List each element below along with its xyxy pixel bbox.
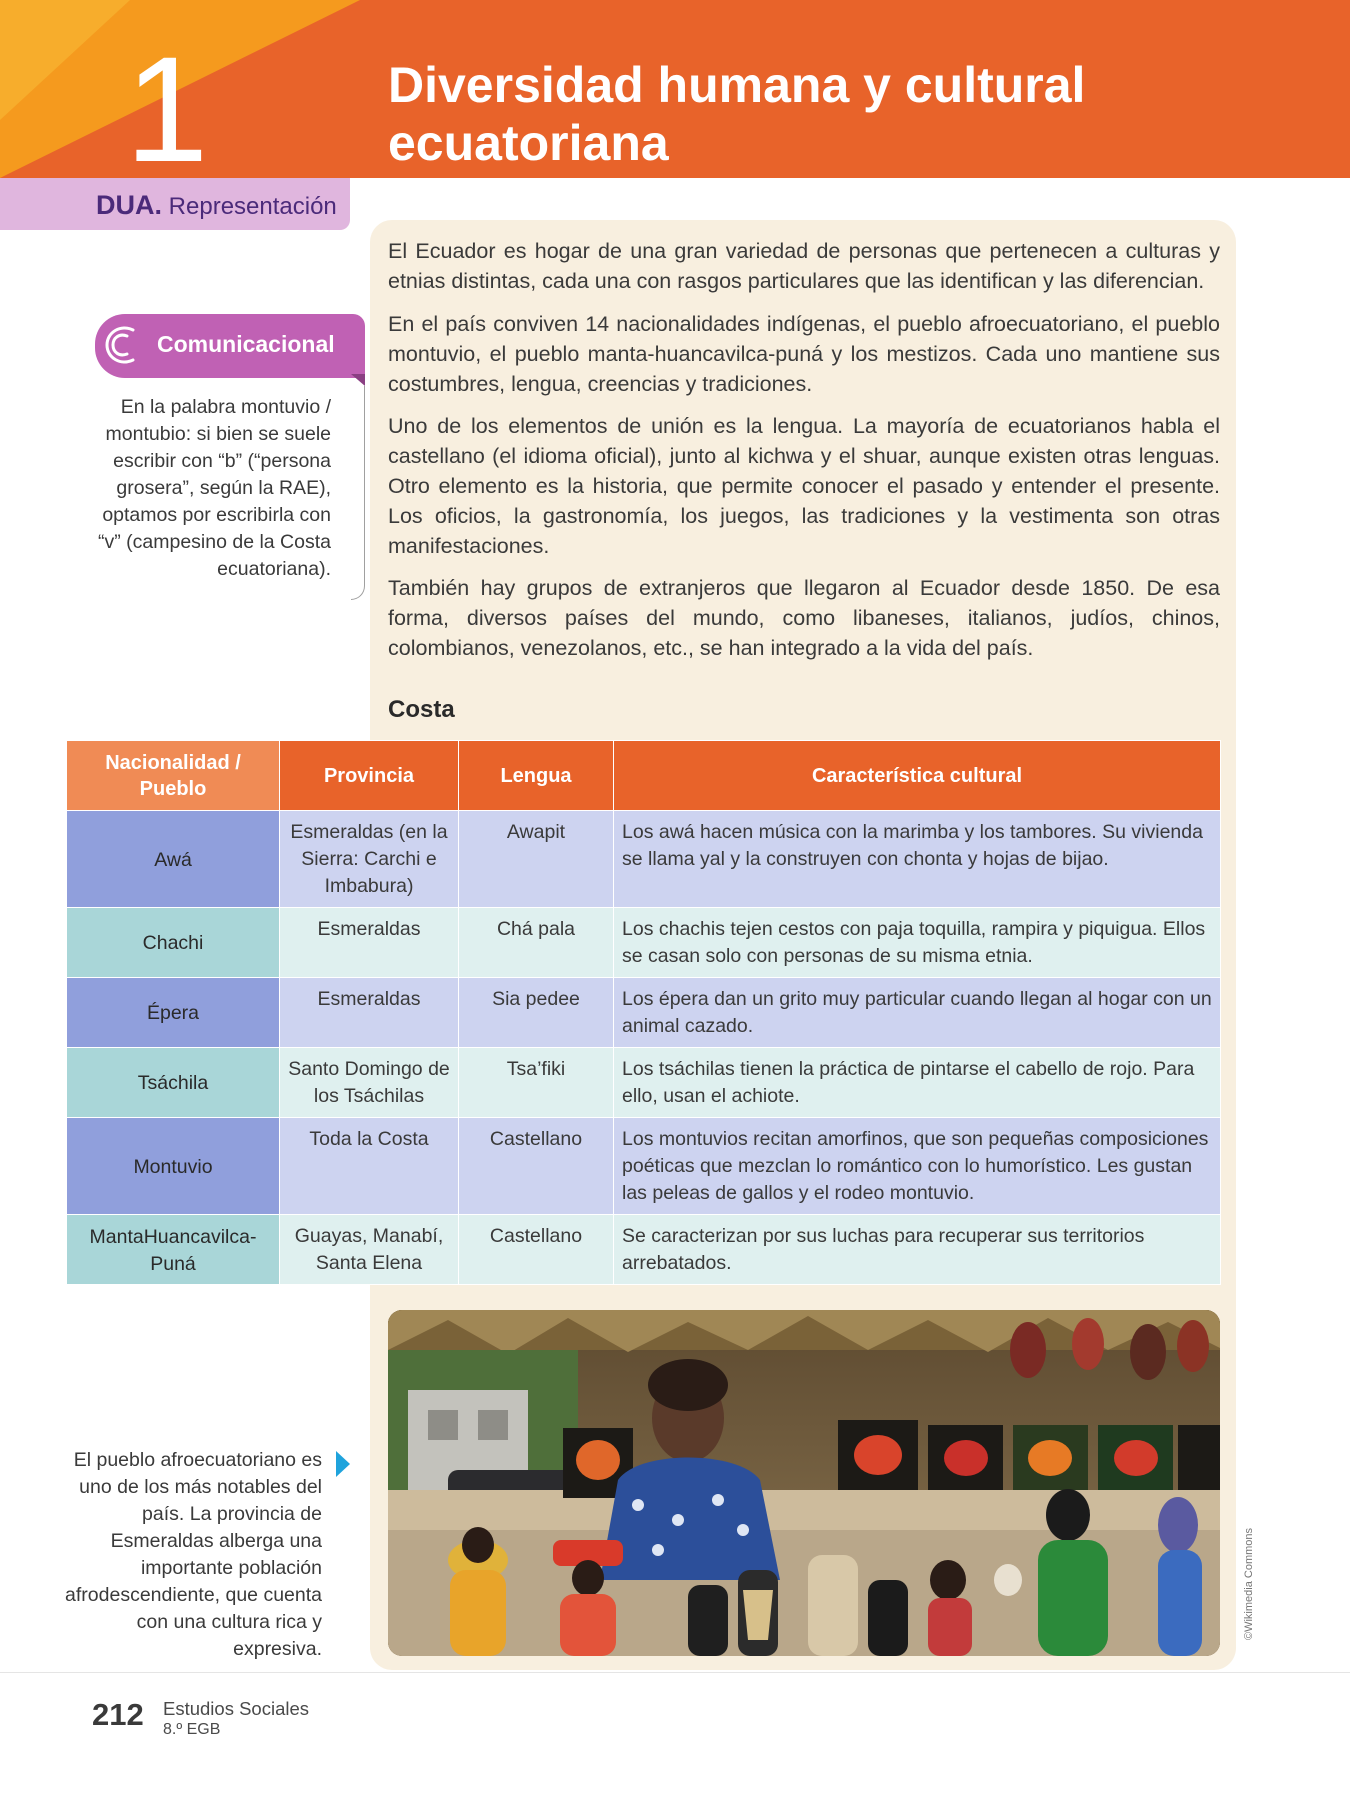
table-cell-language: Castellano <box>459 1118 614 1215</box>
table-cell-characteristic: Los montuvios recitan amorfinos, que son pequeñas composiciones poéticas que mezclan lo romántico con lo humorístico. Les gustan las peleas de gallos y el rodeo montuvio. <box>614 1118 1221 1215</box>
table-cell-province: Santo Domingo de los Tsáchilas <box>280 1048 459 1118</box>
table-cell-characteristic: Los épera dan un grito muy particular cuando llegan al hogar con un animal cazado. <box>614 978 1221 1048</box>
dua-label <box>96 190 337 221</box>
table-cell-language: Awapit <box>459 811 614 908</box>
table-cell-nationality: Chachi <box>67 908 280 978</box>
table-row <box>67 908 1221 978</box>
table-row <box>67 978 1221 1048</box>
comunicacional-fold <box>351 374 365 386</box>
table-cell-characteristic: Los tsáchilas tienen la práctica de pintarse el cabello de rojo. Para ello, usan el achiote. <box>614 1048 1221 1118</box>
book-grade: 8.º EGB <box>163 1721 221 1738</box>
section-title: Costa <box>388 696 455 723</box>
paragraph-3: Uno de los elementos de unión es la lengua. La mayoría de ecuatorianos habla el castellano (el idioma oficial), junto al kichwa y el shuar, aunque existen otras lenguas. Otro elemento es la historia, que permite conocer el pasado y entender el presente. Los oficios, la gastronomía, los juegos, las tradiciones y la vestimenta son otras manifestaciones. <box>388 414 1220 558</box>
table-cell-nationality: Awá <box>67 811 280 908</box>
unit-title: Diversidad humana y cultural ecuatoriana <box>388 57 1086 171</box>
table-cell-province: Guayas, Manabí, Santa Elena <box>280 1215 459 1285</box>
comunicacional-bracket <box>351 386 365 600</box>
unit-header <box>0 0 1350 178</box>
table-cell-language: Chá pala <box>459 908 614 978</box>
page-number: 212 <box>92 1697 144 1732</box>
nationalities-table <box>66 740 1221 1285</box>
book-title: Estudios Sociales <box>163 1698 310 1719</box>
comunicacional-header <box>95 314 365 378</box>
table-cell-language: Sia pedee <box>459 978 614 1048</box>
table-cell-province: Esmeraldas <box>280 908 459 978</box>
dua-label-text: Representación <box>162 193 337 220</box>
dua-tab <box>0 178 350 230</box>
unit-number: 1 <box>125 25 209 178</box>
c-letter-icon <box>103 324 139 366</box>
photo-credit: ©Wikimedia Commons <box>1243 1527 1255 1640</box>
table-row <box>67 811 1221 908</box>
comunicacional-text: En la palabra montuvio / montubio: si bien se suele escribir con “b” (“persona grosera”, según la RAE), optamos por escribirla con “v” (campesino de la Costa ecuatoriana). <box>97 396 331 580</box>
table-cell-characteristic: Los chachis tejen cestos con paja toquilla, rampira y piquigua. Ellos se casan solo con personas de su misma etnia. <box>614 908 1221 978</box>
column-header: Nacionalidad / Pueblo <box>67 741 280 811</box>
paragraph-1: El Ecuador es hogar de una gran variedad de personas que pertenecen a culturas y etnias distintas, cada una con rasgos particulares que las identifican y las diferencian. <box>388 239 1220 293</box>
footer-divider <box>0 1672 1350 1673</box>
table-cell-characteristic: Los awá hacen música con la marimba y los tambores. Su vivienda se llama yal y la construyen con chonta y hojas de bijao. <box>614 811 1221 908</box>
table-row <box>67 1215 1221 1285</box>
column-header: Lengua <box>459 741 614 811</box>
paragraph-4: También hay grupos de extranjeros que llegaron al Ecuador desde 1850. De esa forma, diversos países del mundo, como libaneses, italianos, judíos, chinos, colombianos, venezolanos, etc., se han integrado a la vida del país. <box>388 576 1220 660</box>
table-cell-province: Esmeraldas <box>280 978 459 1048</box>
table-cell-nationality: Épera <box>67 978 280 1048</box>
table-row <box>67 1048 1221 1118</box>
table-row <box>67 1118 1221 1215</box>
caption-arrow-icon <box>336 1451 350 1477</box>
table-cell-language: Tsa’fiki <box>459 1048 614 1118</box>
table-cell-nationality: MantaHuancavilca-Puná <box>67 1215 280 1285</box>
table-cell-nationality: Tsáchila <box>67 1048 280 1118</box>
column-header: Característica cultural <box>614 741 1221 811</box>
table-cell-characteristic: Se caracterizan por sus luchas para recuperar sus territorios arrebatados. <box>614 1215 1221 1285</box>
market-photo <box>388 1310 1220 1656</box>
table-header-row <box>67 741 1221 811</box>
header-decoration-light <box>0 0 130 120</box>
comunicacional-box <box>95 314 365 594</box>
column-header: Provincia <box>280 741 459 811</box>
photo-caption: El pueblo afroecuatoriano es uno de los más notables del país. La provincia de Esmeraldas alberga una importante población afrodescendiente, que cuenta con una cultura rica y expresiva. <box>65 1449 322 1660</box>
table-cell-province: Esmeraldas (en la Sierra: Carchi e Imbabura) <box>280 811 459 908</box>
dua-label-bold: DUA. <box>96 190 162 220</box>
table-cell-language: Castellano <box>459 1215 614 1285</box>
paragraph-2: En el país conviven 14 nacionalidades indígenas, el pueblo afroecuatoriano, el pueblo montuvio, el pueblo manta-huancavilca-puná y los mestizos. Cada uno mantiene sus costumbres, lengua, creencias y tradiciones. <box>388 312 1220 396</box>
table-cell-province: Toda la Costa <box>280 1118 459 1215</box>
comunicacional-title: Comunicacional <box>157 331 335 357</box>
market-photo-illustration <box>388 1310 1220 1656</box>
table-cell-nationality: Montuvio <box>67 1118 280 1215</box>
